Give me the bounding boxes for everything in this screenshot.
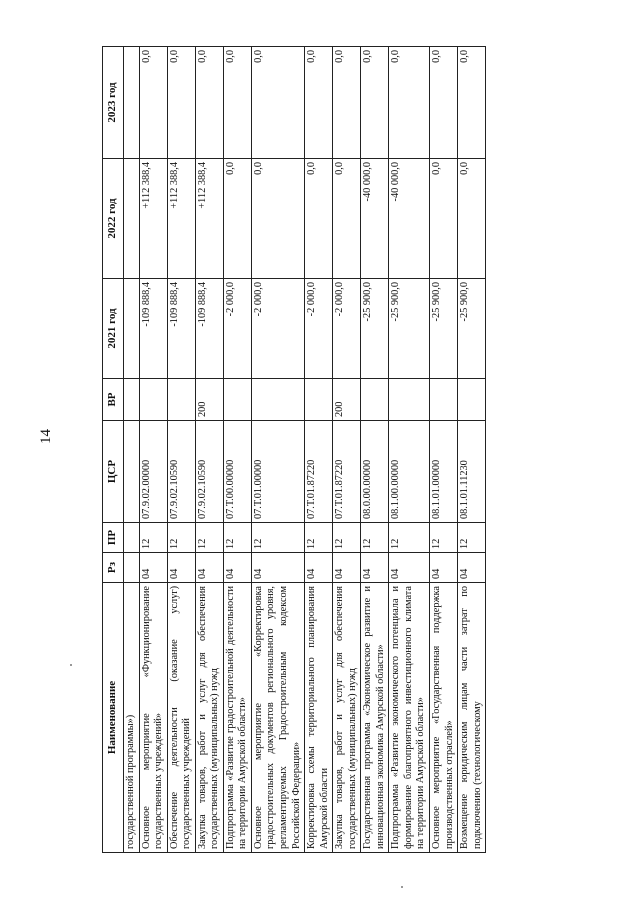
cell-name: Подпрограмма «Развитие экономического потенциала и формирование благоприятного инвестиционного климата на территории Амурской области» xyxy=(389,583,430,853)
cell-2023: 0,0 xyxy=(305,47,333,159)
cell-pr: 12 xyxy=(430,523,458,553)
cell-2022: -40 000,0 xyxy=(389,159,430,279)
cell-2023: 0,0 xyxy=(430,47,458,159)
cell-2022: 0,0 xyxy=(251,159,304,279)
cell-2021: -109 888,4 xyxy=(139,279,167,379)
table-row xyxy=(361,47,389,853)
table-row xyxy=(430,47,458,853)
cell-2021: -2 000,0 xyxy=(333,279,361,379)
cell-2023: 0,0 xyxy=(333,47,361,159)
cell-name: Возмещение юридическим лицам части затрат по подключению (технологическому xyxy=(458,583,486,853)
cell-name: Закупка товаров, работ и услуг для обеспечения государственных (муниципальных) нужд xyxy=(195,583,223,853)
table-row xyxy=(139,47,167,853)
budget-table xyxy=(102,46,486,853)
cell-pr: 12 xyxy=(167,523,195,553)
cell-2023: 0,0 xyxy=(223,47,251,159)
table-row xyxy=(195,47,223,853)
cell-2021: -2 000,0 xyxy=(305,279,333,379)
cell-2021: -2 000,0 xyxy=(251,279,304,379)
cell-2022: 0,0 xyxy=(458,159,486,279)
table-row xyxy=(389,47,430,853)
cell-vr xyxy=(167,379,195,421)
cell-2022: 0,0 xyxy=(333,159,361,279)
cell-pr: 12 xyxy=(251,523,304,553)
cell-vr xyxy=(361,379,389,421)
scan-speck xyxy=(70,664,72,666)
header-csr: ЦСР xyxy=(103,421,124,523)
cell-pr: 12 xyxy=(361,523,389,553)
table-row xyxy=(333,47,361,853)
cell-vr xyxy=(124,379,140,421)
cell-2021: -2 000,0 xyxy=(223,279,251,379)
page-number: 14 xyxy=(38,429,54,444)
cell-csr: 07.Т.01.00000 xyxy=(251,421,304,523)
cell-vr xyxy=(251,379,304,421)
cell-vr xyxy=(458,379,486,421)
table-body xyxy=(124,47,486,853)
cell-pr: 12 xyxy=(195,523,223,553)
header-vr: ВР xyxy=(103,379,124,421)
cell-name: Основное мероприятие «Функционирование государственных учреждений» xyxy=(139,583,167,853)
cell-2022: -40 000,0 xyxy=(361,159,389,279)
cell-rz: 04 xyxy=(430,553,458,583)
cell-csr: 07.Т.00.00000 xyxy=(223,421,251,523)
cell-2021: -25 900,0 xyxy=(458,279,486,379)
header-pr: ПР xyxy=(103,523,124,553)
cell-rz: 04 xyxy=(167,553,195,583)
cell-2023: 0,0 xyxy=(139,47,167,159)
header-2022: 2022 год xyxy=(103,159,124,279)
cell-csr xyxy=(124,421,140,523)
cell-rz: 04 xyxy=(305,553,333,583)
cell-csr: 07.9.02.00000 xyxy=(139,421,167,523)
cell-vr xyxy=(430,379,458,421)
table-header-row xyxy=(103,47,124,853)
cell-vr xyxy=(139,379,167,421)
cell-2023: 0,0 xyxy=(251,47,304,159)
cell-2023: 0,0 xyxy=(361,47,389,159)
cell-2021 xyxy=(124,279,140,379)
header-2023: 2023 год xyxy=(103,47,124,159)
cell-vr: 200 xyxy=(195,379,223,421)
cell-pr: 12 xyxy=(389,523,430,553)
cell-pr: 12 xyxy=(458,523,486,553)
cell-pr: 12 xyxy=(305,523,333,553)
cell-rz: 04 xyxy=(361,553,389,583)
cell-csr: 07.9.02.10590 xyxy=(167,421,195,523)
header-name: Наименование xyxy=(103,583,124,853)
cell-2023: 0,0 xyxy=(167,47,195,159)
cell-rz: 04 xyxy=(333,553,361,583)
cell-csr: 08.0.00.00000 xyxy=(361,421,389,523)
cell-csr: 08.1.00.00000 xyxy=(389,421,430,523)
table-row xyxy=(124,47,140,853)
table-row xyxy=(305,47,333,853)
header-2021: 2021 год xyxy=(103,279,124,379)
cell-csr: 07.9.02.10590 xyxy=(195,421,223,523)
cell-name: Подпрограмма «Развитие градостроительной деятельности на территории Амурской области» xyxy=(223,583,251,853)
cell-2023: 0,0 xyxy=(195,47,223,159)
cell-2021: -25 900,0 xyxy=(389,279,430,379)
cell-2022: 0,0 xyxy=(305,159,333,279)
cell-vr xyxy=(305,379,333,421)
cell-2022: +112 388,4 xyxy=(195,159,223,279)
scan-speck xyxy=(401,886,403,888)
header-rz: Рз xyxy=(103,553,124,583)
cell-2023: 0,0 xyxy=(458,47,486,159)
cell-pr xyxy=(124,523,140,553)
cell-csr: 07.Т.01.87220 xyxy=(333,421,361,523)
cell-name: Государственная программа «Экономическое развитие и инновационная экономика Амурской области» xyxy=(361,583,389,853)
cell-2022 xyxy=(124,159,140,279)
cell-pr: 12 xyxy=(139,523,167,553)
cell-csr: 08.1.01.00000 xyxy=(430,421,458,523)
cell-rz: 04 xyxy=(389,553,430,583)
cell-name: Закупка товаров, работ и услуг для обеспечения государственных (муниципальных) нужд xyxy=(333,583,361,853)
cell-name: Обеспечение деятельности (оказание услуг) государственных учреждений xyxy=(167,583,195,853)
table-row xyxy=(458,47,486,853)
cell-csr: 07.Т.01.87220 xyxy=(305,421,333,523)
cell-rz: 04 xyxy=(139,553,167,583)
cell-2021: -25 900,0 xyxy=(361,279,389,379)
cell-2022: +112 388,4 xyxy=(167,159,195,279)
cell-vr: 200 xyxy=(333,379,361,421)
cell-rz xyxy=(124,553,140,583)
cell-2023 xyxy=(124,47,140,159)
table-row xyxy=(167,47,195,853)
cell-2021: -25 900,0 xyxy=(430,279,458,379)
cell-rz: 04 xyxy=(458,553,486,583)
cell-vr xyxy=(223,379,251,421)
cell-vr xyxy=(389,379,430,421)
budget-table-frame xyxy=(102,47,580,853)
table-row xyxy=(251,47,304,853)
cell-name: Основное мероприятие «Государственная поддержка производственных отраслей» xyxy=(430,583,458,853)
cell-2022: +112 388,4 xyxy=(139,159,167,279)
cell-name: Корректировка схемы территориального планирования Амурской области xyxy=(305,583,333,853)
cell-2021: -109 888,4 xyxy=(167,279,195,379)
cell-name: государственной программы») xyxy=(124,583,140,853)
cell-2022: 0,0 xyxy=(430,159,458,279)
cell-2023: 0,0 xyxy=(389,47,430,159)
cell-rz: 04 xyxy=(223,553,251,583)
cell-2022: 0,0 xyxy=(223,159,251,279)
cell-pr: 12 xyxy=(223,523,251,553)
cell-name: Основное мероприятие «Корректировка градостроительных документов регионального уровня, регламентируемых Градостроительным кодексом Российской Федерации» xyxy=(251,583,304,853)
cell-rz: 04 xyxy=(195,553,223,583)
cell-rz: 04 xyxy=(251,553,304,583)
table-row xyxy=(223,47,251,853)
cell-pr: 12 xyxy=(333,523,361,553)
cell-csr: 08.1.01.11230 xyxy=(458,421,486,523)
cell-2021: -109 888,4 xyxy=(195,279,223,379)
